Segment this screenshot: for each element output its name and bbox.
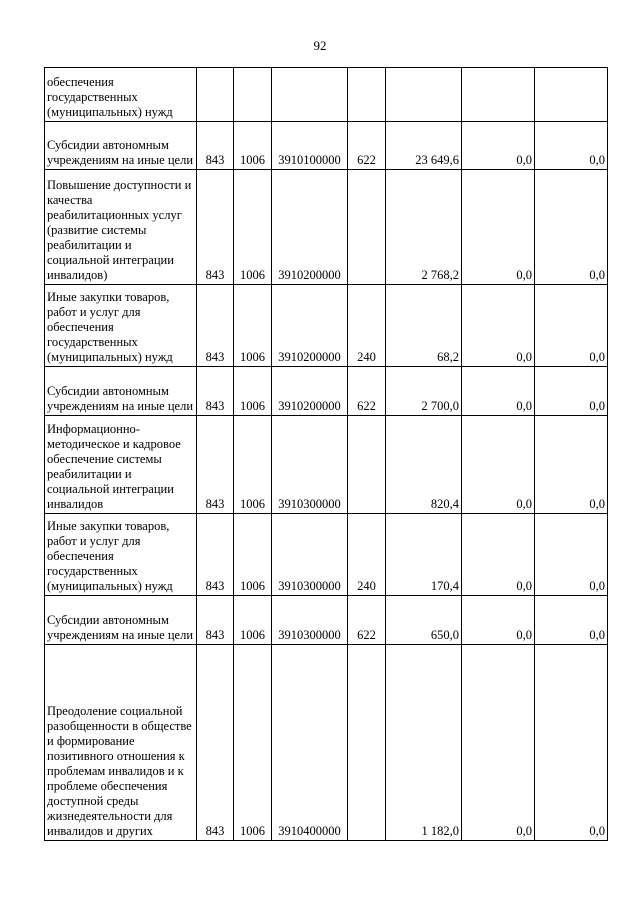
expense-type-code: 622 xyxy=(348,596,386,645)
expense-type-code: 622 xyxy=(348,122,386,170)
section-code: 1006 xyxy=(234,596,272,645)
amount-year-1: 23 649,6 xyxy=(386,122,462,170)
department-code: 843 xyxy=(197,645,234,841)
department-code: 843 xyxy=(197,285,234,367)
table-row xyxy=(45,367,608,416)
target-article-code: 3910300000 xyxy=(272,596,348,645)
table-row xyxy=(45,68,608,122)
section-code: 1006 xyxy=(234,645,272,841)
row-description: Субсидии автономным учреждениям на иные цели xyxy=(45,596,197,645)
target-article-code: 3910200000 xyxy=(272,367,348,416)
amount-year-3: 0,0 xyxy=(535,514,608,596)
amount-year-3: 0,0 xyxy=(535,416,608,514)
amount-year-2 xyxy=(462,68,535,122)
row-description: обеспечения государственных (муниципальных) нужд xyxy=(45,68,197,122)
amount-year-3: 0,0 xyxy=(535,596,608,645)
amount-year-3 xyxy=(535,68,608,122)
department-code: 843 xyxy=(197,596,234,645)
department-code: 843 xyxy=(197,367,234,416)
section-code xyxy=(234,68,272,122)
amount-year-2: 0,0 xyxy=(462,122,535,170)
department-code: 843 xyxy=(197,170,234,285)
expense-type-code: 622 xyxy=(348,367,386,416)
budget-table-body xyxy=(45,68,608,841)
department-code xyxy=(197,68,234,122)
amount-year-2: 0,0 xyxy=(462,596,535,645)
amount-year-2: 0,0 xyxy=(462,514,535,596)
section-code: 1006 xyxy=(234,285,272,367)
row-description: Повышение доступности и качества реабилитационных услуг (развитие системы реабилитации и социальной интеграции инвалидов) xyxy=(45,170,197,285)
target-article-code: 3910200000 xyxy=(272,170,348,285)
table-row xyxy=(45,596,608,645)
section-code: 1006 xyxy=(234,122,272,170)
amount-year-1: 1 182,0 xyxy=(386,645,462,841)
table-row xyxy=(45,514,608,596)
amount-year-2: 0,0 xyxy=(462,285,535,367)
amount-year-1 xyxy=(386,68,462,122)
amount-year-1: 820,4 xyxy=(386,416,462,514)
target-article-code: 3910100000 xyxy=(272,122,348,170)
section-code: 1006 xyxy=(234,416,272,514)
expense-type-code xyxy=(348,68,386,122)
row-description: Информационно-методическое и кадровое обеспечение системы реабилитации и социальной интеграции инвалидов xyxy=(45,416,197,514)
amount-year-3: 0,0 xyxy=(535,645,608,841)
expense-type-code: 240 xyxy=(348,514,386,596)
amount-year-2: 0,0 xyxy=(462,170,535,285)
table-row xyxy=(45,170,608,285)
table-row xyxy=(45,645,608,841)
amount-year-1: 68,2 xyxy=(386,285,462,367)
row-description: Иные закупки товаров, работ и услуг для обеспечения государственных (муниципальных) нужд xyxy=(45,285,197,367)
amount-year-3: 0,0 xyxy=(535,170,608,285)
target-article-code: 3910300000 xyxy=(272,514,348,596)
amount-year-1: 650,0 xyxy=(386,596,462,645)
amount-year-1: 2 700,0 xyxy=(386,367,462,416)
section-code: 1006 xyxy=(234,170,272,285)
section-code: 1006 xyxy=(234,514,272,596)
department-code: 843 xyxy=(197,514,234,596)
row-description: Иные закупки товаров, работ и услуг для обеспечения государственных (муниципальных) нужд xyxy=(45,514,197,596)
expense-type-code xyxy=(348,170,386,285)
target-article-code: 3910200000 xyxy=(272,285,348,367)
page-number: 92 xyxy=(313,38,327,53)
amount-year-1: 170,4 xyxy=(386,514,462,596)
row-description: Субсидии автономным учреждениям на иные цели xyxy=(45,367,197,416)
table-row xyxy=(45,416,608,514)
target-article-code: 3910400000 xyxy=(272,645,348,841)
expense-type-code xyxy=(348,416,386,514)
row-description: Преодоление социальной разобщенности в обществе и формирование позитивного отношения к проблемам инвалидов и к проблеме обеспечения доступной среды жизнедеятельности для инвалидов и других xyxy=(45,645,197,841)
expense-type-code xyxy=(348,645,386,841)
section-code: 1006 xyxy=(234,367,272,416)
amount-year-3: 0,0 xyxy=(535,367,608,416)
amount-year-3: 0,0 xyxy=(535,122,608,170)
amount-year-2: 0,0 xyxy=(462,645,535,841)
amount-year-3: 0,0 xyxy=(535,285,608,367)
table-row xyxy=(45,122,608,170)
expense-type-code: 240 xyxy=(348,285,386,367)
target-article-code: 3910300000 xyxy=(272,416,348,514)
amount-year-2: 0,0 xyxy=(462,416,535,514)
amount-year-1: 2 768,2 xyxy=(386,170,462,285)
target-article-code xyxy=(272,68,348,122)
budget-table xyxy=(44,67,608,841)
table-row xyxy=(45,285,608,367)
row-description: Субсидии автономным учреждениям на иные цели xyxy=(45,122,197,170)
department-code: 843 xyxy=(197,122,234,170)
amount-year-2: 0,0 xyxy=(462,367,535,416)
department-code: 843 xyxy=(197,416,234,514)
